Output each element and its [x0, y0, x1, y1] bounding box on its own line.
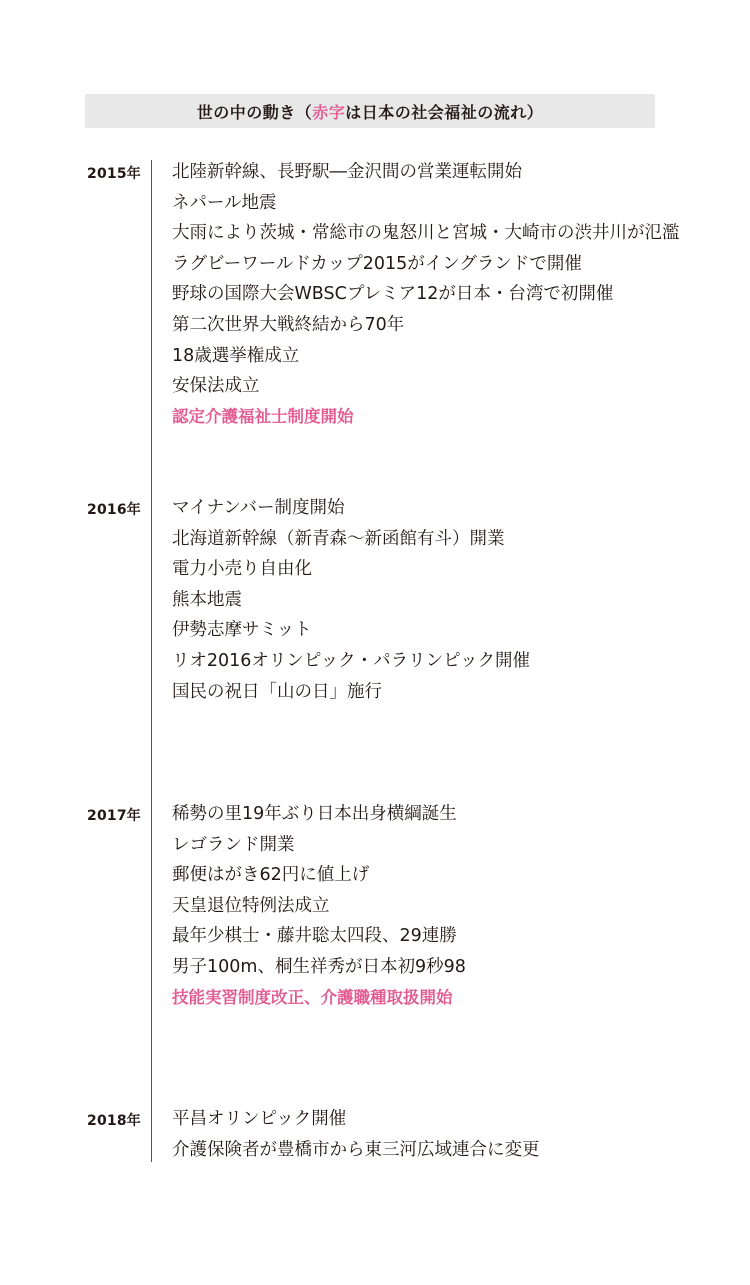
event-item: 郵便はがき62円に値上げ: [172, 865, 370, 886]
event-item: マイナンバー制度開始: [172, 498, 345, 518]
event-item-highlight: 認定介護福祉士制度開始: [172, 406, 354, 426]
event-item-highlight: 技能実習制度改正、介護職種取扱開始: [172, 987, 453, 1007]
header-title-accent: 赤字: [312, 102, 346, 122]
event-item: 介護保険者が豊橋市から東三河広域連合に変更: [172, 1139, 540, 1160]
event-item: ネパール地震: [172, 192, 277, 213]
event-list: [172, 497, 530, 711]
event-list: [172, 1108, 540, 1169]
event-list: [172, 161, 680, 436]
event-item: 第二次世界大戦終結から70年: [172, 314, 405, 335]
event-item: 野球の国際大会WBSCプレミア12が日本・台湾で初開催: [172, 284, 614, 305]
event-item: リオ2016オリンピック・パラリンピック開催: [172, 650, 530, 671]
event-list: [172, 803, 466, 1017]
event-item: レゴランド開業: [172, 834, 295, 855]
event-item: 安保法成立: [172, 376, 260, 397]
event-item: 北陸新幹線、長野駅―金沢間の営業運転開始: [172, 162, 522, 182]
timeline-axis-line: [151, 160, 152, 1162]
event-item: 国民の祝日「山の日」施行: [172, 681, 382, 702]
year-label: 2018年: [87, 1113, 141, 1129]
year-label: 2017年: [87, 808, 141, 824]
event-item: 天皇退位特例法成立: [172, 895, 330, 916]
header-title-suffix: は日本の社会福祉の流れ）: [345, 102, 544, 122]
header-title-prefix: 世の中の動き（: [196, 102, 313, 122]
event-item: 最年少棋士・藤井聡太四段、29連勝: [172, 926, 457, 947]
event-item: ラグビーワールドカップ2015がイングランドで開催: [172, 253, 582, 274]
event-item: 北海道新幹線（新青森～新函館有斗）開業: [172, 528, 505, 549]
section-header: [85, 94, 655, 128]
year-label: 2016年: [87, 502, 141, 518]
event-item: 伊勢志摩サミット: [172, 620, 312, 641]
event-item: 平昌オリンピック開催: [172, 1109, 347, 1129]
event-item: 18歳選挙権成立: [172, 345, 300, 366]
event-item: 熊本地震: [172, 589, 242, 610]
event-item: 電力小売り自由化: [172, 559, 312, 580]
event-item: 大雨により茨城・常総市の鬼怒川と宮城・大崎市の渋井川が氾濫: [172, 223, 680, 244]
event-item: 男子100m、桐生祥秀が日本初9秒98: [172, 956, 466, 977]
event-item: 稀勢の里19年ぶり日本出身横綱誕生: [172, 804, 457, 824]
year-label: 2015年: [87, 166, 141, 182]
